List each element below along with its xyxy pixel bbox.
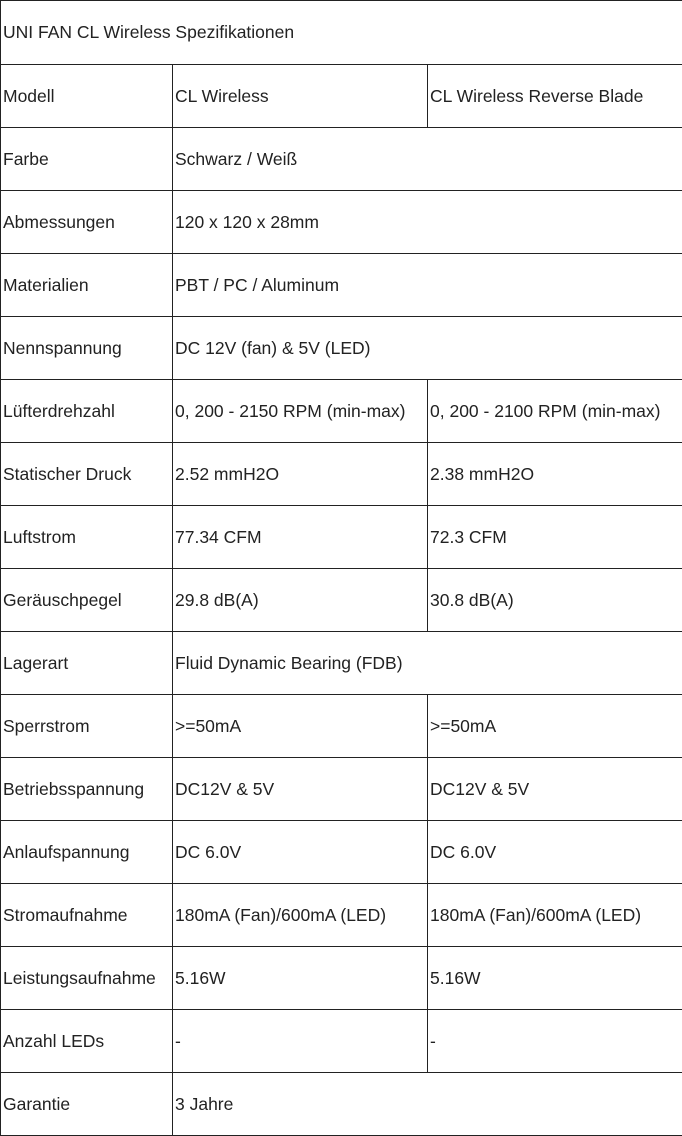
row-value: 30.8 dB(A) [428,569,682,632]
table-row [1,884,682,947]
row-value: 77.34 CFM [173,506,428,569]
row-value: DC12V & 5V [173,758,428,821]
row-label: Lüfterdrehzahl [1,380,173,443]
row-label: Geräuschpegel [1,569,173,632]
row-value: 29.8 dB(A) [173,569,428,632]
row-label: Leistungsaufnahme [1,947,173,1010]
row-label: Garantie [1,1073,173,1136]
row-value: >=50mA [428,695,682,758]
table-row [1,317,682,380]
table-row [1,506,682,569]
table-row [1,254,682,317]
row-value: DC 12V (fan) & 5V (LED) [173,317,682,380]
table-row [1,380,682,443]
row-value: CL Wireless Reverse Blade [428,65,682,128]
row-label: Luftstrom [1,506,173,569]
table-title-row [1,1,682,65]
row-value: 2.52 mmH2O [173,443,428,506]
row-value: - [173,1010,428,1073]
table-title: UNI FAN CL Wireless Spezifikationen [1,1,682,65]
table-row [1,695,682,758]
table-row [1,758,682,821]
row-value: 180mA (Fan)/600mA (LED) [173,884,428,947]
table-row [1,569,682,632]
row-value: 3 Jahre [173,1073,682,1136]
row-value: Fluid Dynamic Bearing (FDB) [173,632,682,695]
row-label: Farbe [1,128,173,191]
row-value: 72.3 CFM [428,506,682,569]
row-label: Betriebsspannung [1,758,173,821]
row-value: 5.16W [428,947,682,1010]
row-label: Modell [1,65,173,128]
table-row [1,821,682,884]
row-value: DC 6.0V [173,821,428,884]
table-row [1,443,682,506]
row-label: Anzahl LEDs [1,1010,173,1073]
row-value: 2.38 mmH2O [428,443,682,506]
row-label: Nennspannung [1,317,173,380]
row-value: CL Wireless [173,65,428,128]
row-label: Sperrstrom [1,695,173,758]
table-row [1,65,682,128]
row-value: 180mA (Fan)/600mA (LED) [428,884,682,947]
row-value: DC12V & 5V [428,758,682,821]
row-value: 5.16W [173,947,428,1010]
row-label: Stromaufnahme [1,884,173,947]
table-row [1,1010,682,1073]
row-value: DC 6.0V [428,821,682,884]
row-label: Statischer Druck [1,443,173,506]
row-value: 120 x 120 x 28mm [173,191,682,254]
row-value: >=50mA [173,695,428,758]
table-row [1,632,682,695]
row-label: Anlaufspannung [1,821,173,884]
row-value: PBT / PC / Aluminum [173,254,682,317]
table-row [1,191,682,254]
row-label: Materialien [1,254,173,317]
row-value: 0, 200 - 2100 RPM (min-max) [428,380,682,443]
table-row [1,128,682,191]
row-label: Abmessungen [1,191,173,254]
row-label: Lagerart [1,632,173,695]
row-value: 0, 200 - 2150 RPM (min-max) [173,380,428,443]
table-row [1,1073,682,1136]
row-value: - [428,1010,682,1073]
table-row [1,947,682,1010]
row-value: Schwarz / Weiß [173,128,682,191]
